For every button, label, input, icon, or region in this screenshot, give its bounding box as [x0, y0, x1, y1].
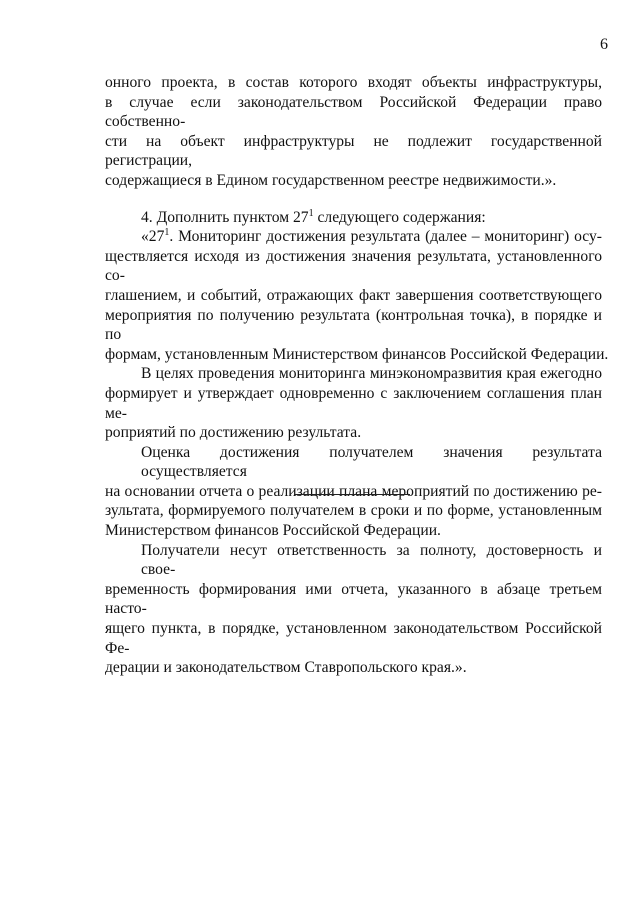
text-line: сти на объект инфраструктуры не подлежит государственной регистрации, — [105, 132, 602, 170]
text-line: Министерством финансов Российской Федерации. — [105, 522, 441, 540]
paragraph-2-text: . Мониторинг достижения результата (далее – мониторинг) осу- — [169, 228, 602, 246]
quote-start: «27 — [141, 228, 165, 246]
text-line: В целях проведения мониторинга минэкономразвития края ежегодно — [141, 365, 602, 383]
text-line: Оценка достижения получателем значения результата осуществляется — [141, 443, 602, 481]
paragraph-2 — [105, 226, 609, 364]
text-line: в случае если законодательством Российской Федерации право собственно- — [105, 93, 602, 131]
item-4-text: следующего содержания: — [313, 208, 486, 226]
text-line: зультата, формируемого получателем в сроки и по форме, установленным — [105, 502, 602, 520]
document-body — [105, 73, 609, 678]
page-number: 6 — [600, 36, 608, 53]
text-line: временность формирования ими отчета, указанного в абзаце третьем насто- — [105, 580, 602, 618]
text-line: Получатели несут ответственность за полноту, достоверность и свое- — [141, 541, 602, 579]
item-4-heading — [105, 208, 602, 228]
text-line: на основании отчета о реализации плана мероприятий по достижению ре- — [105, 482, 602, 500]
paragraph-gap — [105, 191, 602, 208]
paragraph-4 — [105, 443, 602, 541]
text-line: мероприятия по получению результата (контрольная точка), в порядке и по — [105, 306, 602, 344]
text-line: формирует и утверждает одновременно с заключением соглашения план ме- — [105, 384, 602, 422]
text-line: ществляется исходя из достижения значения результата, установленного со- — [105, 247, 602, 285]
item-4-text: 4. Дополнить пунктом 27 — [141, 208, 309, 226]
paragraph-5 — [105, 541, 602, 678]
end-separator-line — [294, 494, 410, 495]
text-line: глашением, и событий, отражающих факт завершения соответствующего — [105, 286, 602, 304]
text-line: содержащиеся в Едином государственном реестре недвижимости.». — [105, 171, 557, 189]
text-line — [105, 227, 602, 247]
paragraph-3 — [105, 364, 602, 442]
text-line: онного проекта, в состав которого входят объекты инфраструктуры, — [105, 74, 602, 91]
superscript: 1 — [308, 207, 314, 219]
superscript: 1 — [164, 226, 170, 238]
text-line: дерации и законодательством Ставропольского края.». — [105, 659, 467, 677]
text-line: ящего пункта, в порядке, установленном законодательством Российской Фе- — [105, 620, 602, 657]
paragraph-1 — [105, 73, 602, 191]
text-line: роприятий по достижению результата. — [105, 424, 362, 442]
text-line: формам, установленным Министерством финансов Российской Федерации. — [105, 345, 609, 363]
